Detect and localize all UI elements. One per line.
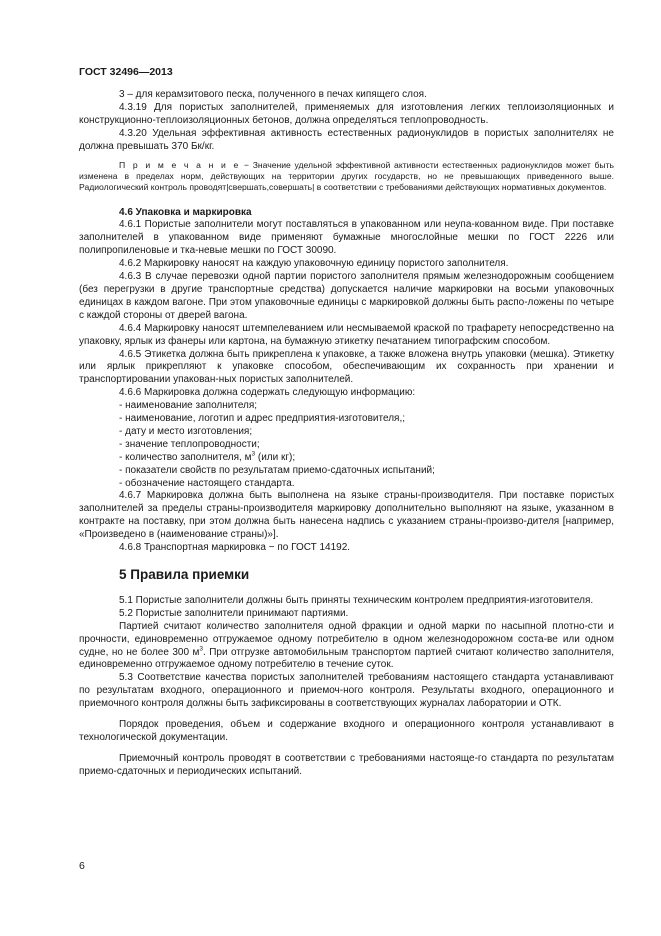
paragraph-4-6-7: 4.6.7 Маркировка должна быть выполнена на языке страны-производителя. При поставке пористых заполнителей за пределы страны-производителя маркировку дополнительно выполняют на языке, указанном в контракте на поставку, при этом должна быть нанесена надпись с указанием страны-произво-дителя [например, «Произведено в (наименование страны)»]. (79, 490, 614, 541)
paragraph-5-3: 5.3 Соответствие качества пористых заполнителей требованиям настоящего стандарта устанавливают по результатам входного, операционного и приемоч-ного контроля. Результаты входного, операционного и приемочного контроля должны быть зафиксированы в соответствующих журналах лаборатории и ОТК. (79, 672, 614, 710)
list-item: - значение теплопроводности; (119, 438, 260, 450)
paragraph-5-1: 5.1 Пористые заполнители должны быть приняты техническим контролем предприятия-изготовителя. (119, 594, 594, 606)
list-item: - дату и место изготовления; (119, 425, 253, 437)
list-item: - наименование, логотип и адрес предприятия-изготовителя,; (119, 413, 406, 425)
cubic-superscript: 3 (199, 645, 203, 653)
list-item-quantity (79, 452, 614, 465)
section-heading-5: 5 Правила приемки (119, 567, 250, 582)
paragraph-5-2: 5.2 Пористые заполнители принимают партиями. (119, 607, 349, 619)
paragraph-4-3-19: 4.3.19 Для пористых заполнителей, применяемых для изготовления легких теплоизоляционных и конструкционно-теплоизоляционных бетонов, должна определяться теплопроводность. (79, 101, 614, 126)
note (79, 160, 614, 193)
party-text-b: . При отгрузке автомобильным транспортом партией считают количество заполнителя, единовременно отгружаемое одному потребителю в течение суток. (79, 646, 614, 671)
paragraph-4-3-20: 4.3.20 Удельная эффективная активность естественных радионуклидов в пористых заполнителях не должна превышать 370 Бк/кг. (79, 127, 614, 152)
paragraph-party-definition (79, 621, 614, 673)
paragraph-4-6-1: 4.6.1 Пористые заполнители могут поставляться в упакованном или неупа-кованном виде. При поставке заполнителей в упакованном виде применяют бумажные многослойные мешки по ГОСТ 2226 или полипропиленовые и тка-невые мешки по ГОСТ 30090. (79, 219, 614, 257)
page-number: 6 (79, 860, 85, 872)
paragraph-acceptance-control: Приемочный контроль проводят в соответствии с требованиями настояще-го стандарта по результатам приемо-сдаточных и периодических испытаний. (79, 752, 614, 777)
list-item: - обозначение настоящего стандарта. (119, 477, 295, 489)
document-body (79, 89, 614, 779)
paragraph-4-6-3: 4.6.3 В случае перевозки одной партии пористого заполнителя прямым железнодорожным сообщением (без перегрузки в другие транспортные средства) допускается наличие маркировки на восьми упаковочных единицах в каждом вагоне. При этом упаковочные единицы с маркировкой должны быть распо-ложены по четыре с каждой стороны от дверей вагона. (79, 271, 614, 321)
note-text: − Значение удельной эффективной активности естественных радионуклидов может быть изменена в пределах норм, действующих на территории других государств, но не превышающих приведенного выше. Радиологический контроль проводят|свершать,совершать| в соответствии с требованиями действующих нормативных документов. (79, 159, 614, 192)
paragraph-4-6-4: 4.6.4 Маркировку наносят штемпелеванием или несмываемой краской по трафарету непосредственно на упаковку, ярлык из фанеры или картона, на бумажную этикетку печатанием типографским способом. (79, 322, 614, 347)
paragraph-4-6-6: 4.6.6 Маркировка должна содержать следующую информацию: (119, 387, 416, 399)
cubic-superscript: 3 (251, 450, 256, 458)
paragraph-4-6-8: 4.6.8 Транспортная маркировка − по ГОСТ 14192. (119, 542, 351, 554)
paragraph-intro: 3 – для керамзитового песка, полученного в печах кипящего слоя. (119, 89, 427, 100)
paragraph-4-6-2: 4.6.2 Маркировку наносят на каждую упаковочную единицу пористого заполнителя. (119, 258, 509, 270)
subsection-heading-4-6: 4.6 Упаковка и маркировка (119, 206, 252, 218)
list-item-quantity-text: - количество заполнителя, м (119, 451, 252, 463)
marking-list (79, 400, 614, 490)
list-item: - показатели свойств по результатам приемо-сдаточных испытаний; (119, 464, 435, 476)
paragraph-4-6-5: 4.6.5 Этикетка должна быть прикреплена к упаковке, а также вложена внутрь упаковки (мешка). Этикетку или ярлык прикрепляют к упаковке способом, обеспечивающим их сохранность при хранении и транспортировании упакован-ных пористых заполнителей. (79, 348, 614, 386)
party-text-a: Партией считают количество заполнителя одной фракции и одной марки по насыпной плотно-сти и прочности, единовременно отгружаемое одному потребителю в одном железнодорожном соста-ве или одном судне, но не более 300 м (79, 620, 614, 658)
paragraph-control-order: Порядок проведения, объем и содержание входного и операционного контроля устанавливают в технологической документации. (79, 719, 614, 743)
list-item-quantity-tail: (или кг); (255, 451, 296, 463)
note-label: П р и м е ч а н и е (119, 159, 241, 170)
list-item: - наименование заполнителя; (119, 400, 258, 412)
document-header: ГОСТ 32496—2013 (79, 66, 173, 78)
